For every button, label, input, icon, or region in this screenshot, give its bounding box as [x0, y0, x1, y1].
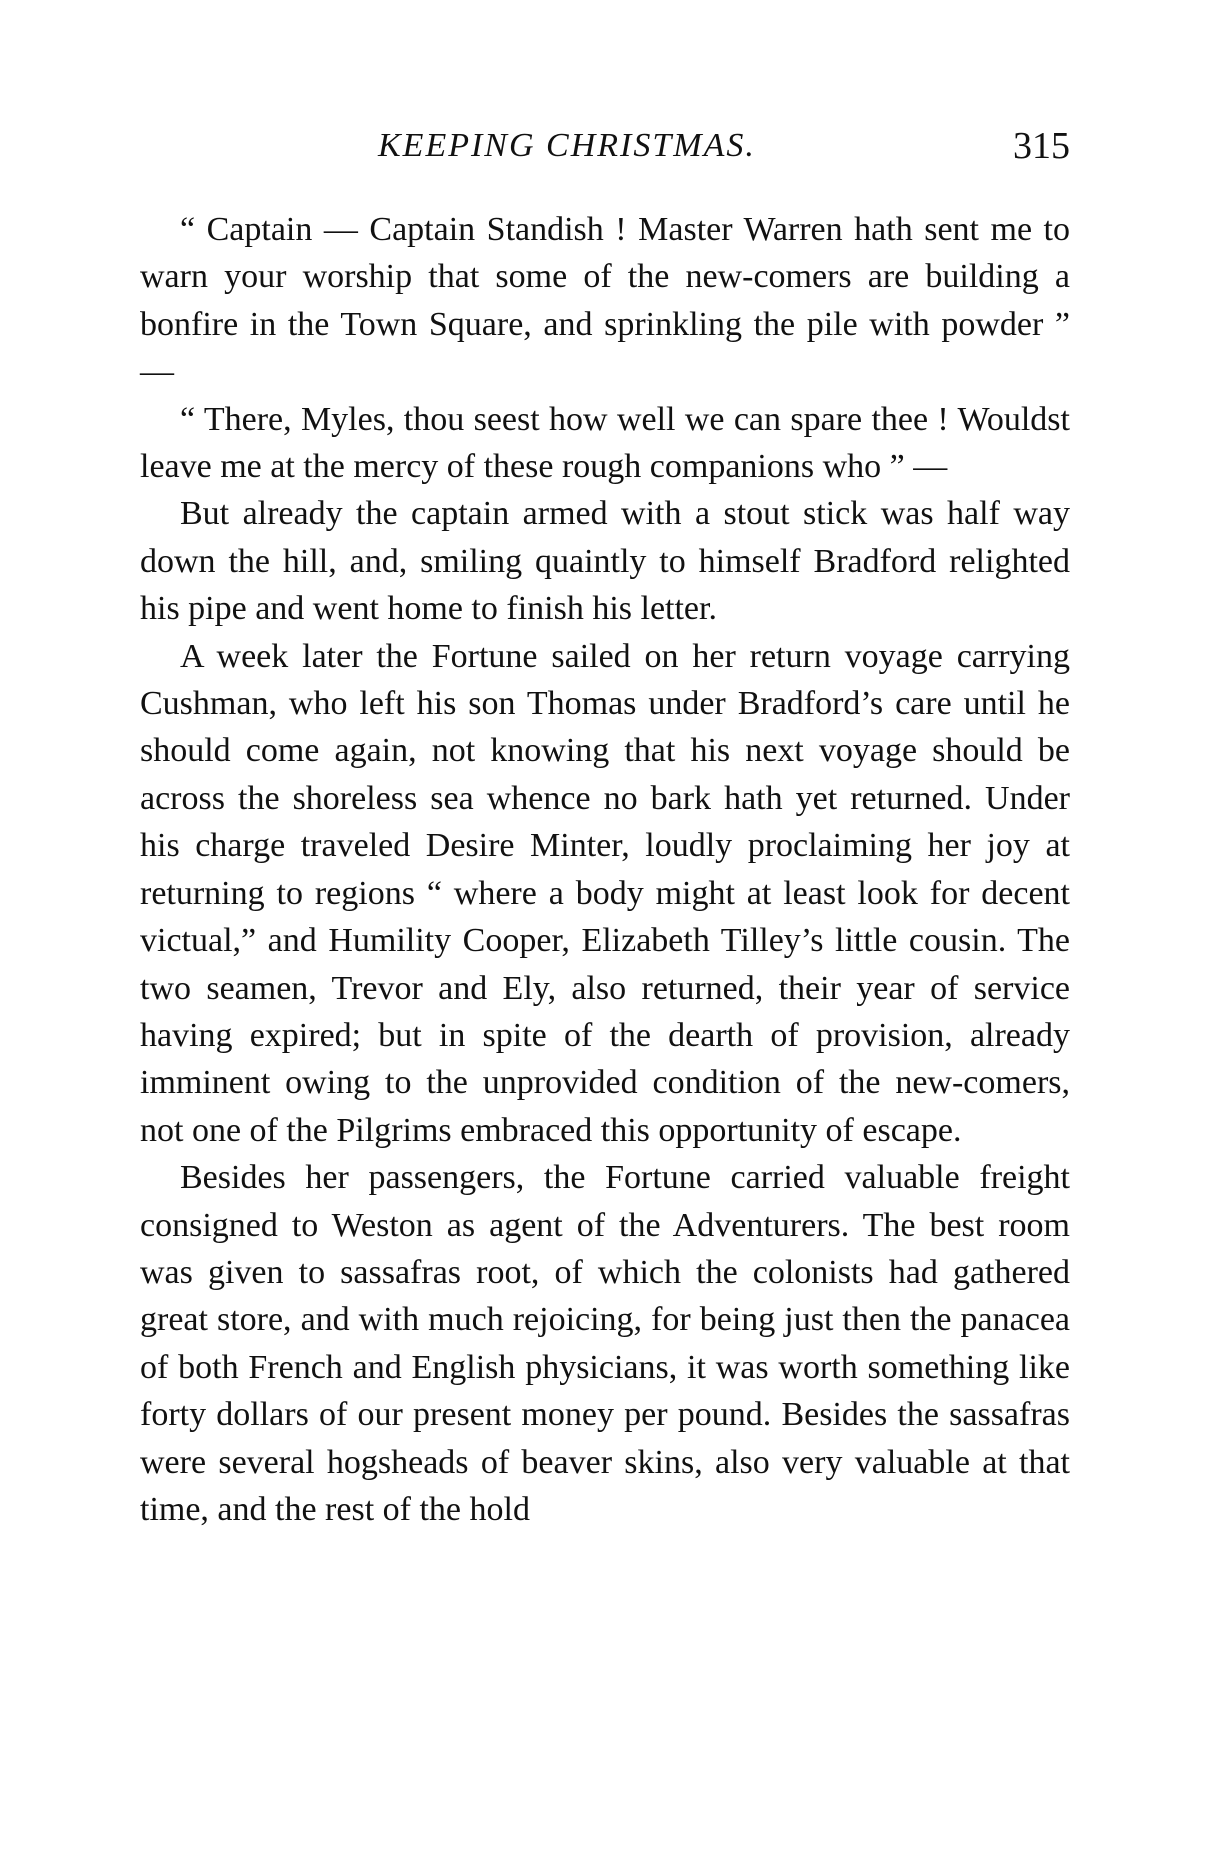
paragraph-4: A week later the Fortune sailed on her return voyage carrying Cushman, who left his son Thomas under Bradford’s care until he should come again, not knowing that his next voyage should be across the shoreless sea whence no bark hath yet returned. Under his charge traveled Desire Minter, loudly proclaiming her joy at returning to regions “ where a body might at least look for decent victual,” and Humility Cooper, Elizabeth Tilley’s little cousin. The two seamen, Trevor and Ely, also returned, their year of service having expired; but in spite of the dearth of provision, already imminent owing to the unprovided condition of the new-comers, not one of the Pilgrims embraced this opportunity of escape.	[140, 637, 1070, 1149]
paragraph-5: Besides her passengers, the Fortune carried valuable freight consigned to Weston as agent of the Adventurers. The best room was given to sassafras root, of which the colonists had gathered great store, and with much rejoicing, for being just then the panacea of both French and English physicians, it was worth something like forty dollars of our present money per pound. Besides the sassafras were several hogsheads of beaver skins, also very valuable at that time, and the rest of the hold	[140, 1159, 1070, 1528]
running-title: KEEPING CHRISTMAS.	[378, 127, 756, 164]
paragraph-3: But already the captain armed with a stout stick was half way down the hill, and, smiling quaintly to himself Bradford relighted his pipe and went home to finish his letter.	[140, 495, 1070, 628]
running-head	[140, 122, 1070, 170]
paragraph-2: “ There, Myles, thou seest how well we can spare thee ! Wouldst leave me at the mercy of these rough companions who ” —	[140, 400, 1070, 486]
paragraph-1: “ Captain — Captain Standish ! Master Warren hath sent me to warn your worship that some of the new-comers are building a bonfire in the Town Square, and sprinkling the pile with powder ” —	[140, 211, 1070, 391]
body-text	[140, 206, 1070, 1533]
page-number: 315	[1013, 125, 1070, 167]
